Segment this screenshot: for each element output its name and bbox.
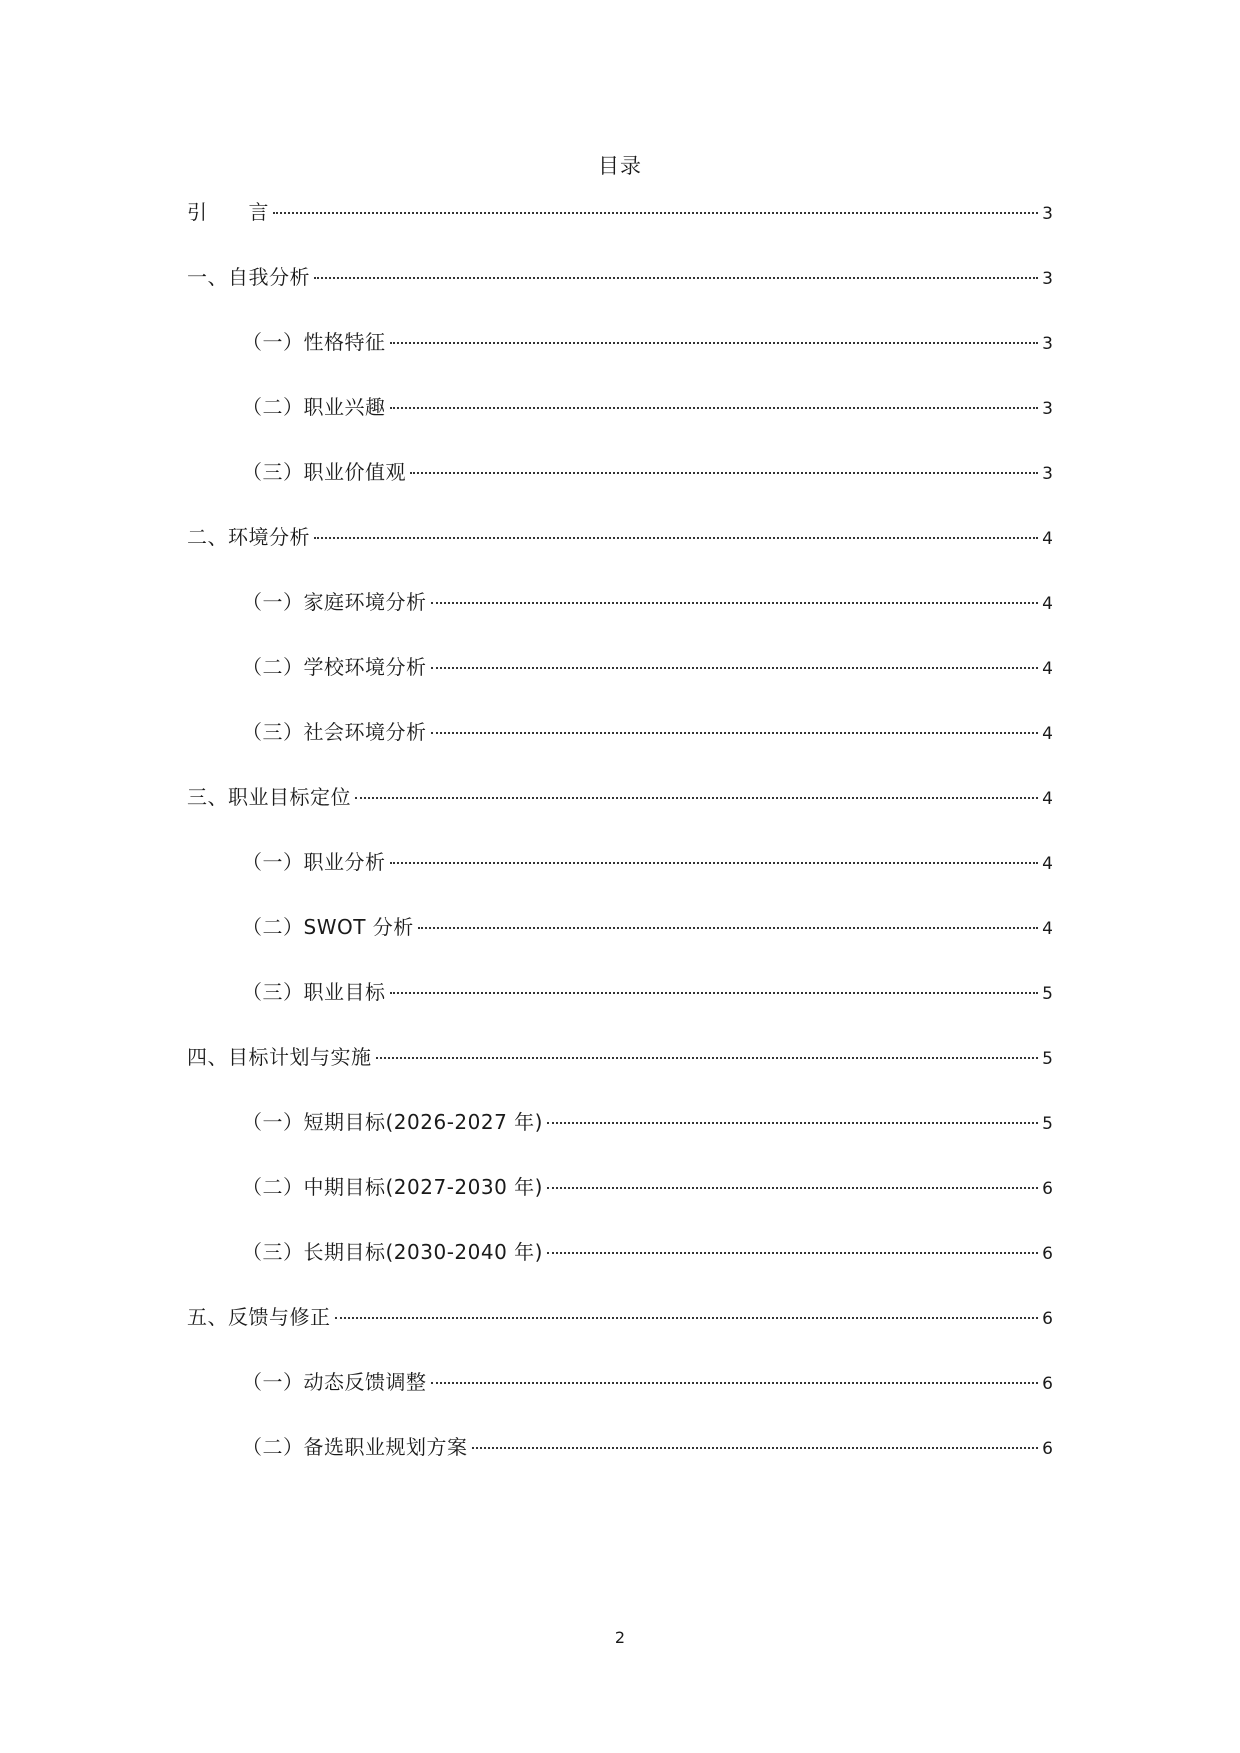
toc-dot-leader	[431, 732, 1039, 734]
toc-entry[interactable]	[187, 1432, 1053, 1497]
toc-entry-page: 4	[1042, 789, 1053, 809]
toc-entry[interactable]	[187, 782, 1053, 847]
toc-dot-leader	[314, 277, 1038, 279]
toc-entry-page: 3	[1042, 334, 1053, 354]
toc-entry-page: 3	[1042, 204, 1053, 224]
toc-dot-leader	[390, 407, 1039, 409]
toc-dot-leader	[547, 1187, 1038, 1189]
toc-entry-page: 3	[1042, 464, 1053, 484]
toc-entry-label: （一）动态反馈调整	[242, 1370, 427, 1394]
toc-entry[interactable]	[187, 977, 1053, 1042]
toc-entry-label: （二）备选职业规划方案	[242, 1435, 468, 1459]
toc-entry[interactable]	[187, 717, 1053, 782]
toc-dot-leader	[355, 797, 1038, 799]
toc-entry[interactable]	[187, 392, 1053, 457]
toc-entry-page: 4	[1042, 919, 1053, 939]
toc-entry[interactable]	[187, 847, 1053, 912]
toc-entry[interactable]	[187, 457, 1053, 522]
toc-entry[interactable]	[187, 327, 1053, 392]
toc-entry-page: 5	[1042, 984, 1053, 1004]
toc-entry[interactable]	[187, 1107, 1053, 1172]
toc-entry-page: 6	[1042, 1309, 1053, 1329]
toc-entry-label: （二）SWOT 分析	[242, 915, 414, 939]
toc-entry-label: （二）学校环境分析	[242, 655, 427, 679]
toc-dot-leader	[273, 212, 1038, 214]
toc-entry-label: （二）职业兴趣	[242, 395, 386, 419]
toc-entry-page: 6	[1042, 1244, 1053, 1264]
toc-entry-label: 二、环境分析	[187, 525, 310, 549]
toc-entry-label: 四、目标计划与实施	[187, 1045, 372, 1069]
toc-entry-page: 5	[1042, 1049, 1053, 1069]
toc-entry-page: 4	[1042, 594, 1053, 614]
toc-entry-label: （二）中期目标(2027-2030 年)	[242, 1175, 543, 1199]
toc-entry-label: （三）社会环境分析	[242, 720, 427, 744]
toc-entry[interactable]	[187, 522, 1053, 587]
toc-entry[interactable]	[187, 197, 1053, 262]
toc-entry-page: 4	[1042, 529, 1053, 549]
toc-entry[interactable]	[187, 1367, 1053, 1432]
toc-dot-leader	[376, 1057, 1039, 1059]
toc-entry[interactable]	[187, 1237, 1053, 1302]
toc-entry-page: 4	[1042, 854, 1053, 874]
toc-entry-label: 三、职业目标定位	[187, 785, 351, 809]
toc-entry-page: 5	[1042, 1114, 1053, 1134]
toc-entry-label: （三）职业价值观	[242, 460, 406, 484]
toc-dot-leader	[547, 1122, 1038, 1124]
toc-dot-leader	[418, 927, 1038, 929]
toc-entry-page: 4	[1042, 724, 1053, 744]
toc-entry[interactable]	[187, 912, 1053, 977]
toc-dot-leader	[431, 1382, 1039, 1384]
toc-entry[interactable]	[187, 1042, 1053, 1107]
toc-entry-page: 6	[1042, 1374, 1053, 1394]
toc-entry-page: 6	[1042, 1439, 1053, 1459]
toc-dot-leader	[314, 537, 1038, 539]
toc-dot-leader	[547, 1252, 1038, 1254]
toc-entry-label: （一）短期目标(2026-2027 年)	[242, 1110, 543, 1134]
toc-entry-page: 3	[1042, 399, 1053, 419]
toc-title: 目录	[598, 154, 642, 178]
toc-entry[interactable]	[187, 1302, 1053, 1367]
page-number: 2	[614, 1628, 626, 1647]
toc-dot-leader	[410, 472, 1038, 474]
toc-entry-label: 引 言	[187, 200, 269, 224]
toc-dot-leader	[472, 1447, 1039, 1449]
toc-dot-leader	[431, 667, 1039, 669]
toc-entry-label: （一）性格特征	[242, 330, 386, 354]
toc-entry-page: 4	[1042, 659, 1053, 679]
toc-entry-label: 一、自我分析	[187, 265, 310, 289]
toc-entry-label: （一）家庭环境分析	[242, 590, 427, 614]
toc-entry-label: （三）职业目标	[242, 980, 386, 1004]
toc-entry[interactable]	[187, 262, 1053, 327]
toc-entry[interactable]	[187, 587, 1053, 652]
toc-entry-page: 3	[1042, 269, 1053, 289]
toc-dot-leader	[431, 602, 1039, 604]
toc-entry[interactable]	[187, 1172, 1053, 1237]
table-of-contents	[187, 197, 1053, 1497]
toc-dot-leader	[390, 342, 1039, 344]
toc-entry-label: （一）职业分析	[242, 850, 386, 874]
toc-entry[interactable]	[187, 652, 1053, 717]
toc-entry-label: （三）长期目标(2030-2040 年)	[242, 1240, 543, 1264]
toc-entry-label: 五、反馈与修正	[187, 1305, 331, 1329]
toc-dot-leader	[390, 862, 1039, 864]
toc-dot-leader	[335, 1317, 1039, 1319]
toc-entry-page: 6	[1042, 1179, 1053, 1199]
toc-dot-leader	[390, 992, 1039, 994]
